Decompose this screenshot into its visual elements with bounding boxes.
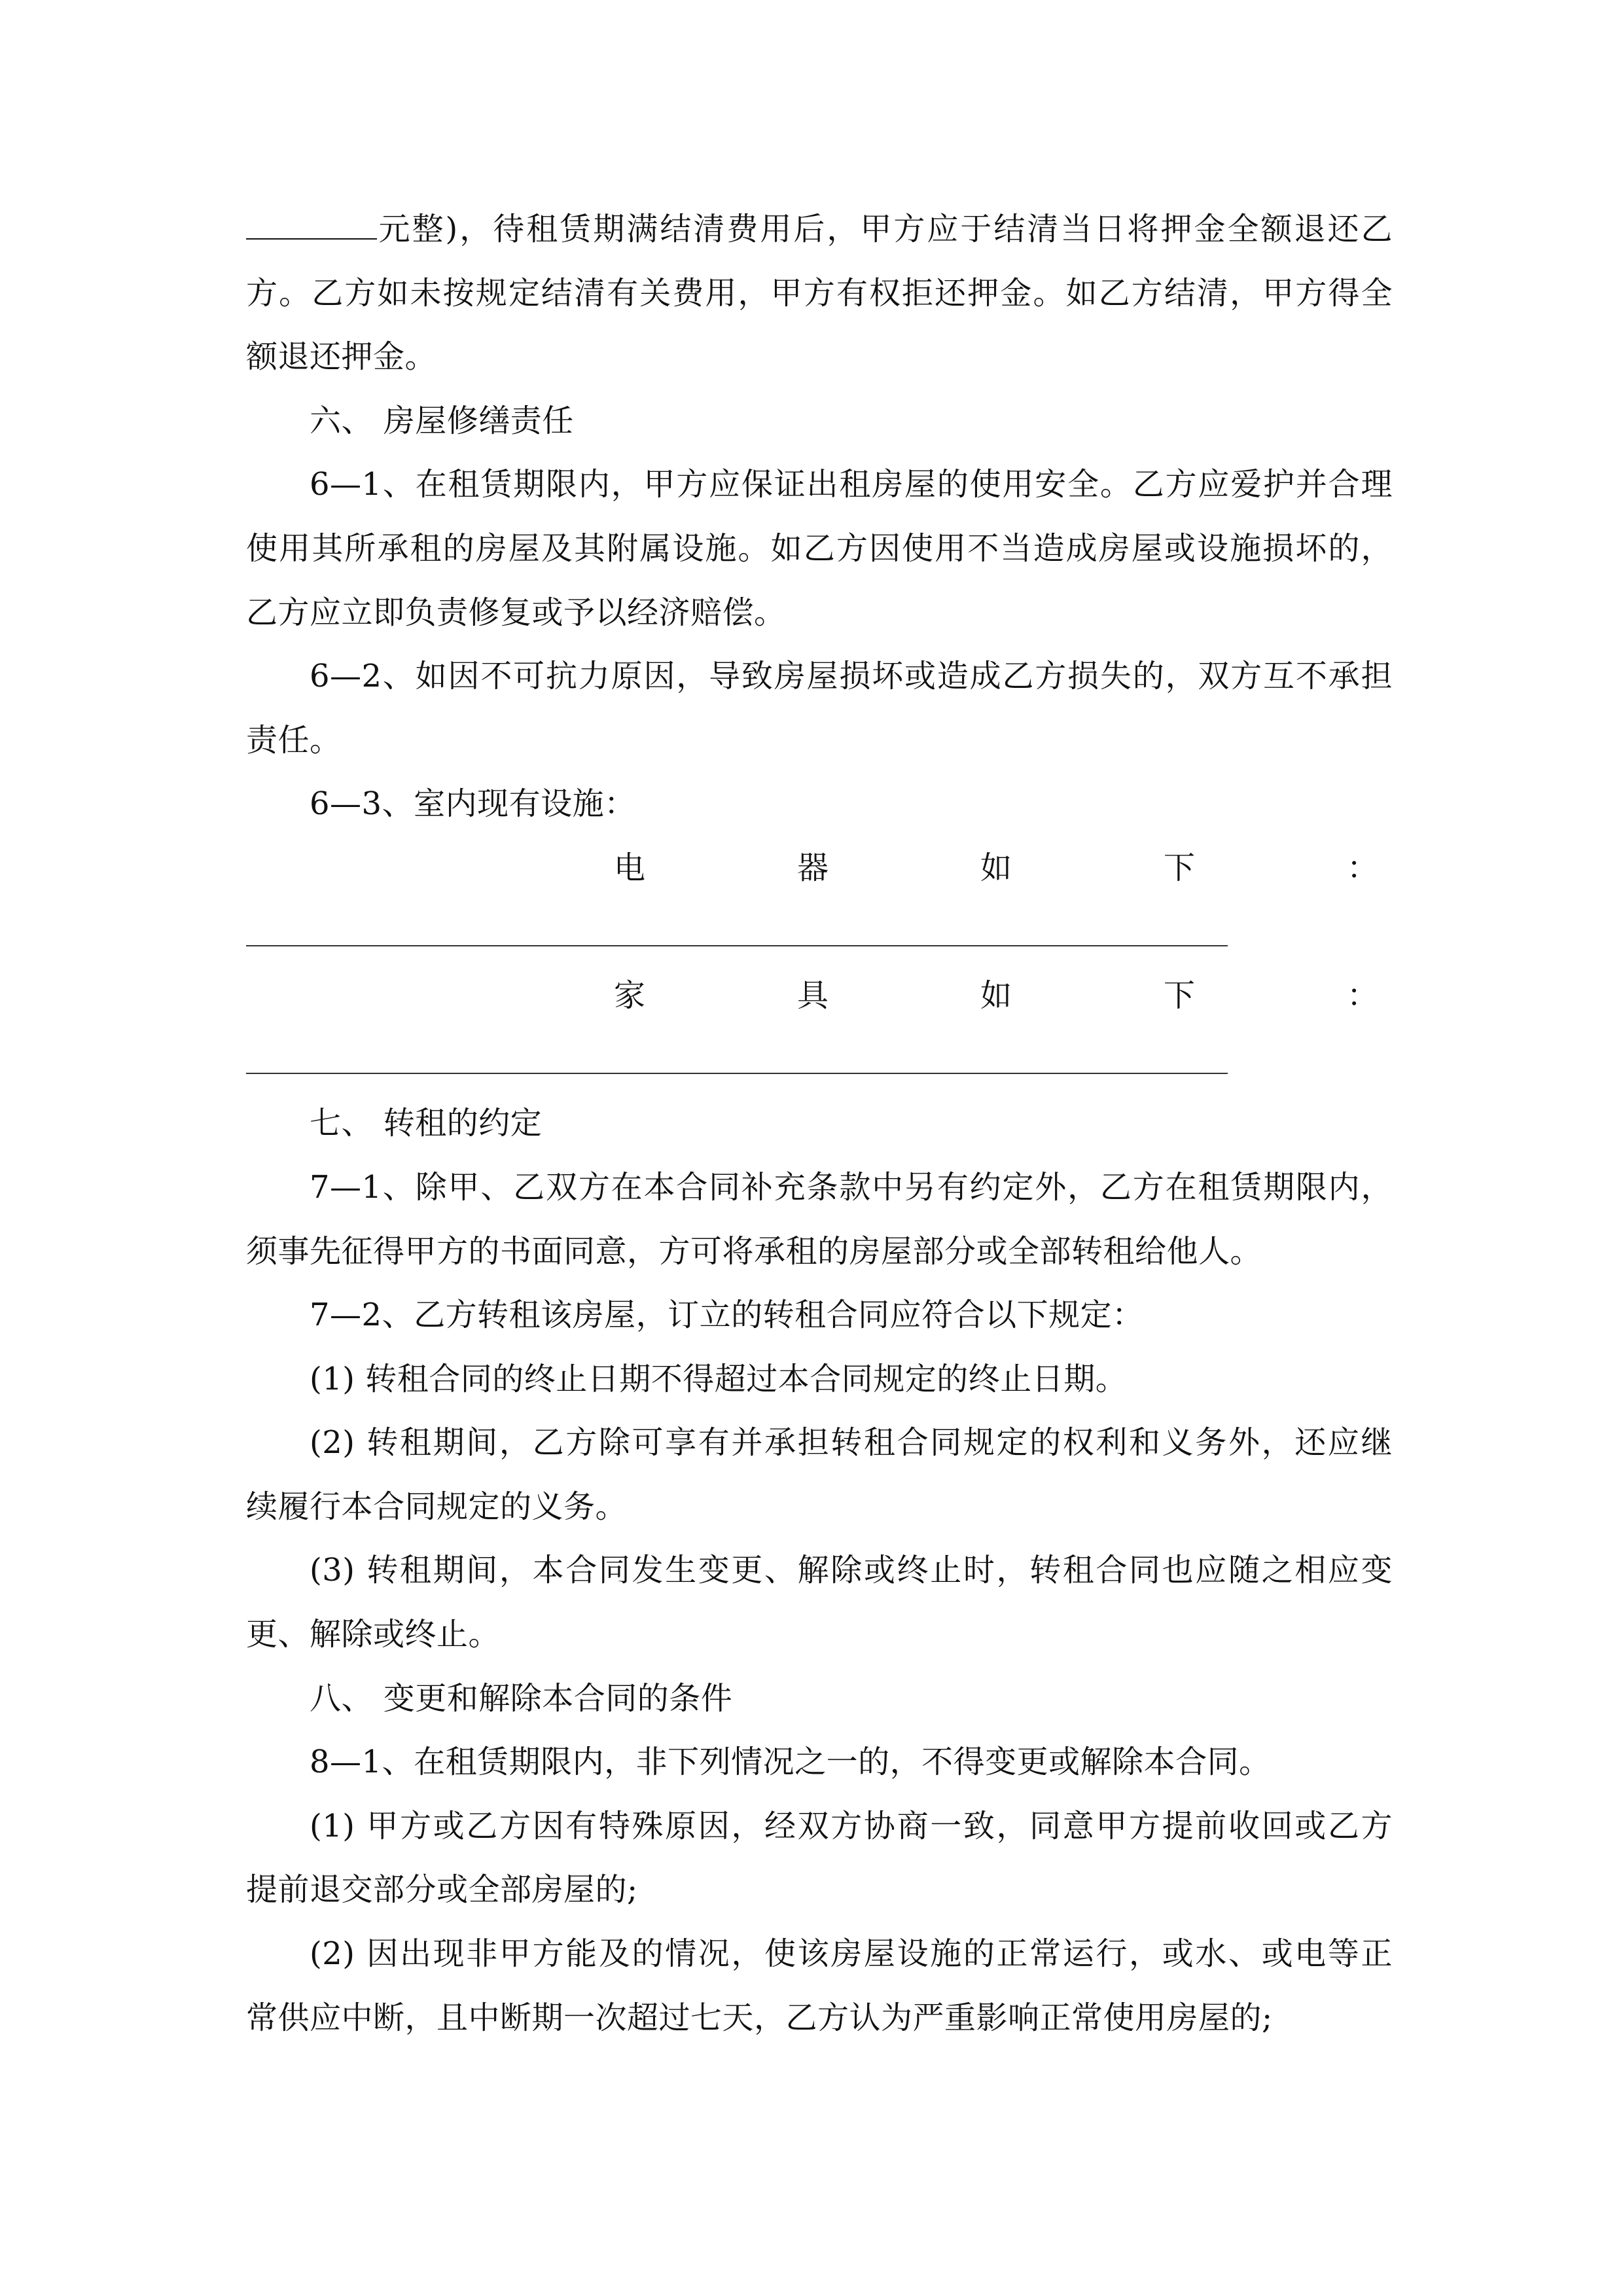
section-heading: 八、 变更和解除本合同的条件 bbox=[310, 1679, 733, 1717]
facility-list-row bbox=[246, 964, 1531, 1028]
paragraph-line: 8—1、在租赁期限内，非下列情况之一的，不得变更或解除本合同。 bbox=[310, 1744, 1271, 1781]
facility-list-label: 家具如下： bbox=[614, 977, 1531, 1014]
paragraph-line: 须事先征得甲方的书面同意，方可将承租的房屋部分或全部转租给他人。 bbox=[246, 1232, 1262, 1270]
paragraph-line: (3) 转租期间，本合同发生变更、解除或终止时，转租合同也应随之相应变 bbox=[310, 1552, 1393, 1589]
fill-in-line bbox=[246, 1028, 1393, 1092]
paragraph-line: 6—3、室内现有设施： bbox=[310, 785, 636, 823]
paragraph-line: 6—2、如因不可抗力原因，导致房屋损坏或造成乙方损失的，双方互不承担 bbox=[310, 658, 1393, 695]
paragraph-line: 方。乙方如未按规定结清有关费用，甲方有权拒还押金。如乙方结清，甲方得全 bbox=[246, 274, 1393, 312]
paragraph-line: 使用其所承租的房屋及其附属设施。如乙方因使用不当造成房屋或设施损坏的， bbox=[246, 529, 1393, 567]
paragraph-line: 更、解除或终止。 bbox=[246, 1616, 501, 1653]
fill-in-line bbox=[246, 901, 1393, 965]
paragraph-line: 6—1、在租赁期限内，甲方应保证出租房屋的使用安全。乙方应爱护并合理 bbox=[310, 466, 1393, 503]
contract-page bbox=[246, 198, 1531, 2050]
paragraph-line bbox=[246, 198, 1393, 262]
paragraph-line: 常供应中断，且中断期一次超过七天，乙方认为严重影响正常使用房屋的; bbox=[246, 1999, 1273, 2036]
section-heading: 六、 房屋修缮责任 bbox=[310, 402, 574, 439]
paragraph-line: 乙方应立即负责修复或予以经济赔偿。 bbox=[246, 594, 786, 631]
paragraph-line: 提前退交部分或全部房屋的; bbox=[246, 1871, 638, 1909]
paragraph-line: (2) 转租期间，乙方除可享有并承担转租合同规定的权利和义务外，还应继 bbox=[310, 1424, 1393, 1462]
facility-list-label: 电器如下： bbox=[614, 849, 1531, 886]
paragraph-line: 7—2、乙方转租该房屋，订立的转租合同应符合以下规定： bbox=[310, 1297, 1144, 1334]
paragraph-line: (1) 转租合同的终止日期不得超过本合同规定的终止日期。 bbox=[310, 1360, 1128, 1397]
paragraph-line: 责任。 bbox=[246, 721, 342, 759]
facility-list-row bbox=[246, 836, 1531, 901]
paragraph-text: 元整)，待租赁期满结清费用后，甲方应于结清当日将押金全额退还乙 bbox=[377, 211, 1393, 247]
paragraph-line: (2) 因出现非甲方能及的情况，使该房屋设施的正常运行，或水、或电等正 bbox=[310, 1935, 1393, 1973]
blank-fill-line bbox=[246, 212, 377, 240]
paragraph-line: 额退还押金。 bbox=[246, 338, 437, 376]
paragraph-line: (1) 甲方或乙方因有特殊原因，经双方协商一致，同意甲方提前收回或乙方 bbox=[310, 1807, 1393, 1844]
paragraph-line: 续履行本合同规定的义务。 bbox=[246, 1488, 628, 1525]
paragraph-line: 7—1、除甲、乙双方在本合同补充条款中另有约定外，乙方在租赁期限内， bbox=[310, 1168, 1393, 1206]
section-heading: 七、 转租的约定 bbox=[310, 1105, 543, 1142]
